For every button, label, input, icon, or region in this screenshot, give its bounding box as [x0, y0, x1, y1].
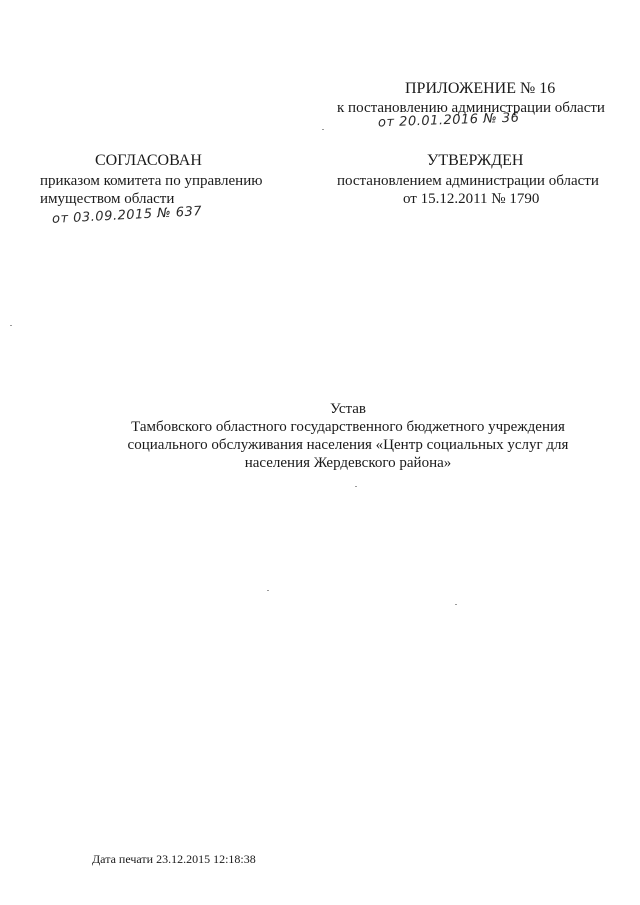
appendix-handwritten-ref: от 20.01.2016 № 36 [377, 110, 520, 131]
approved-title: УТВЕРЖДЕН [427, 152, 524, 169]
scan-speck [455, 604, 457, 605]
print-date: Дата печати 23.12.2015 12:18:38 [92, 852, 256, 866]
scan-speck [322, 129, 324, 130]
approved-line1: постановлением администрации области [337, 173, 599, 189]
agreed-title: СОГЛАСОВАН [95, 152, 202, 169]
appendix-title: ПРИЛОЖЕНИЕ № 16 [405, 80, 556, 97]
charter-line3: населения Жердевского района» [244, 455, 452, 471]
scan-speck [267, 590, 269, 591]
charter-line2: социального обслуживания населения «Центр социальных услуг для [127, 437, 569, 453]
scan-speck [355, 486, 357, 487]
charter-title: Устав [330, 401, 366, 417]
agreed-line2: имуществом области [40, 191, 175, 207]
charter-line1: Тамбовского областного государственного бюджетного учреждения [131, 419, 565, 435]
appendix-subtitle: к постановлению администрации области [337, 100, 605, 116]
agreed-handwritten-ref: от 03.09.2015 № 637 [51, 204, 203, 227]
approved-line2: от 15.12.2011 № 1790 [403, 191, 540, 207]
agreed-line1: приказом комитета по управлению [40, 173, 263, 189]
scan-speck [10, 325, 12, 326]
